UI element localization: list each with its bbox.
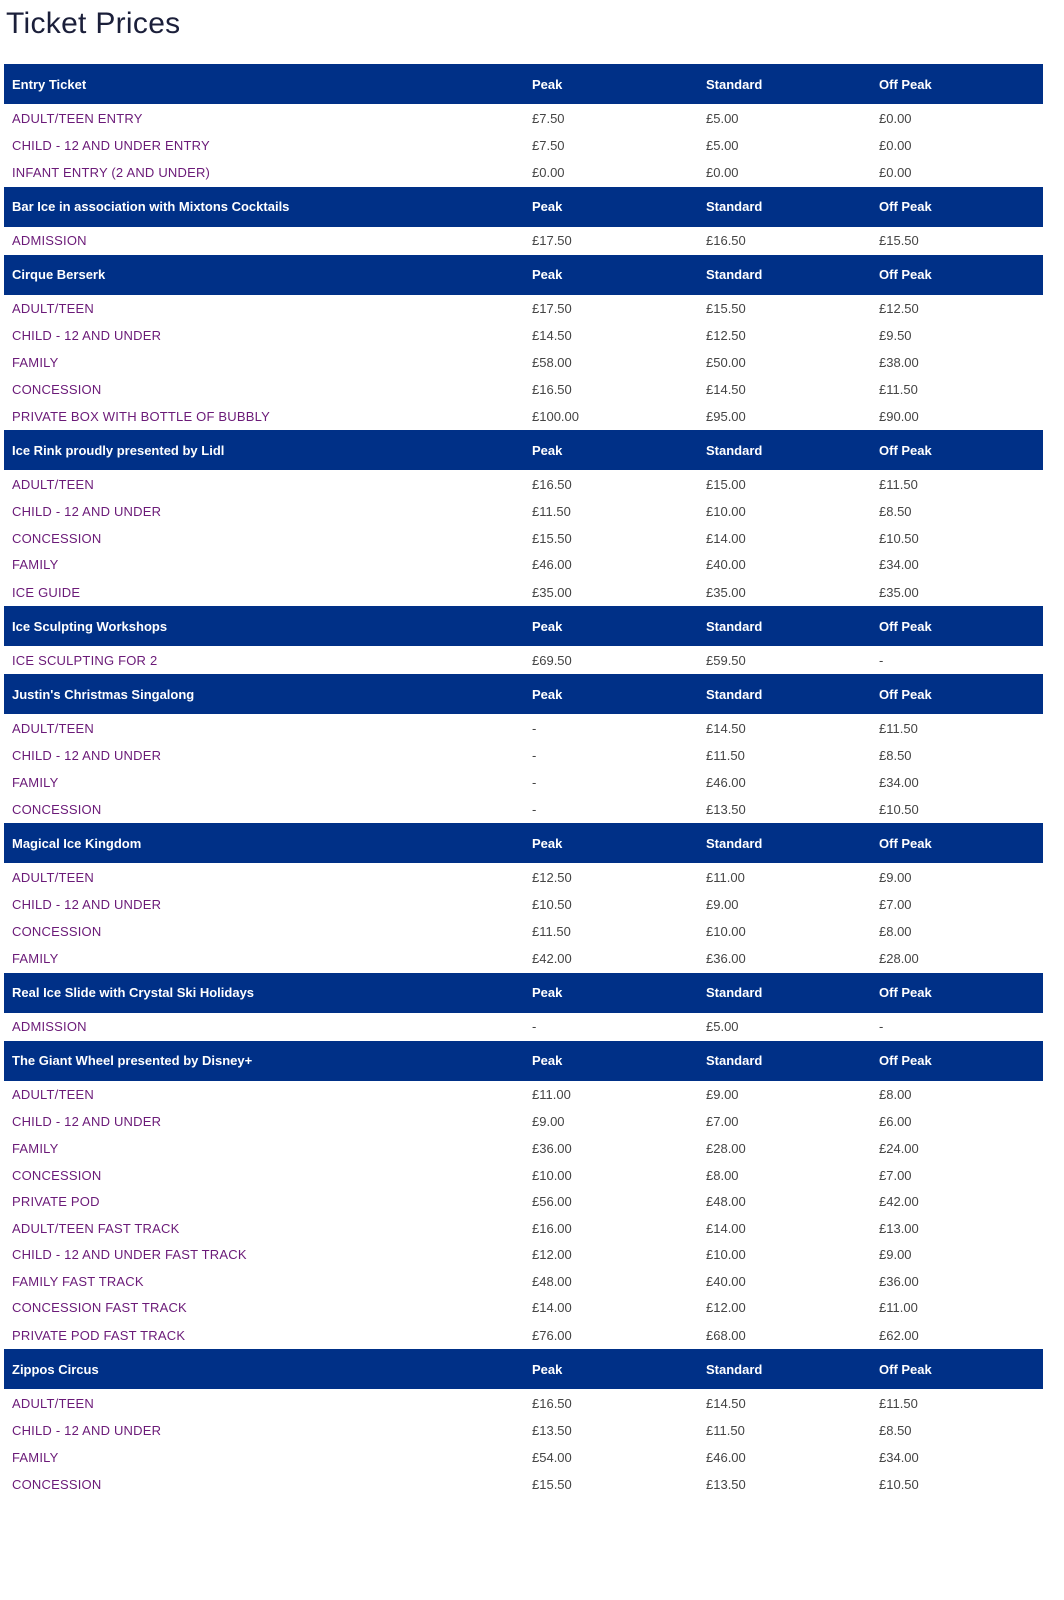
price-peak: £0.00	[532, 165, 565, 181]
column-header-peak: Peak	[532, 76, 563, 92]
table-row	[4, 498, 1043, 525]
price-peak: £42.00	[532, 951, 572, 967]
price-standard: £13.50	[706, 1476, 746, 1492]
table-row	[4, 1444, 1043, 1471]
price-peak: £35.00	[532, 584, 572, 600]
price-standard: £10.00	[706, 504, 746, 520]
price-off-peak: £11.50	[879, 476, 918, 492]
price-standard: £14.50	[706, 720, 746, 736]
column-header-standard: Standard	[706, 686, 763, 702]
price-standard: £15.50	[706, 301, 746, 317]
price-peak: £12.00	[532, 1247, 572, 1263]
section-header-the-giant-wheel-presented-by-disney	[4, 1041, 1043, 1081]
table-row	[4, 1215, 1043, 1242]
section-title: The Giant Wheel presented by Disney+	[12, 1053, 253, 1069]
price-off-peak: £34.00	[879, 774, 919, 790]
column-header-off-peak: Off Peak	[879, 76, 932, 92]
ticket-type-name: CHILD - 12 AND UNDER	[12, 1114, 162, 1130]
column-header-standard: Standard	[706, 618, 763, 634]
price-peak: £17.50	[532, 301, 572, 317]
ticket-type-name: CONCESSION	[12, 923, 102, 939]
price-off-peak: £12.50	[879, 301, 919, 317]
column-header-standard: Standard	[706, 76, 763, 92]
price-off-peak: £0.00	[879, 137, 912, 153]
price-peak: £16.50	[532, 476, 572, 492]
ticket-type-name: CONCESSION	[12, 381, 102, 397]
table-row	[4, 891, 1043, 918]
section-header-justin-s-christmas-singalong	[4, 674, 1043, 714]
price-peak: -	[532, 1019, 537, 1035]
price-peak: £7.50	[532, 137, 565, 153]
section-title: Justin's Christmas Singalong	[12, 686, 195, 702]
ticket-type-name: PRIVATE BOX WITH BOTTLE OF BUBBLY	[12, 408, 270, 424]
table-row	[4, 552, 1043, 579]
table-row	[4, 1109, 1043, 1136]
section-title: Real Ice Slide with Crystal Ski Holidays	[12, 985, 255, 1001]
table-row	[4, 714, 1043, 742]
ticket-type-name: ICE GUIDE	[12, 584, 81, 600]
price-standard: £68.00	[706, 1327, 746, 1343]
column-header-off-peak: Off Peak	[879, 442, 932, 458]
price-off-peak: £9.50	[879, 328, 912, 344]
ticket-type-name: ADULT/TEEN ENTRY	[12, 110, 143, 126]
price-off-peak: £0.00	[879, 110, 912, 126]
price-standard: £0.00	[706, 165, 739, 181]
ticket-type-name: INFANT ENTRY (2 AND UNDER)	[12, 165, 211, 181]
ticket-type-name: FAMILY	[12, 557, 59, 573]
price-off-peak: £8.50	[879, 747, 912, 763]
price-standard: £14.00	[706, 530, 746, 546]
ticket-type-name: ADULT/TEEN	[12, 301, 94, 317]
price-standard: £10.00	[706, 1247, 746, 1263]
table-row	[4, 1188, 1043, 1215]
column-header-standard: Standard	[706, 442, 763, 458]
column-header-off-peak: Off Peak	[879, 1361, 932, 1377]
column-header-off-peak: Off Peak	[879, 835, 932, 851]
table-row	[4, 104, 1043, 132]
column-header-off-peak: Off Peak	[879, 1053, 932, 1069]
table-row	[4, 1295, 1043, 1322]
price-off-peak: £42.00	[879, 1194, 919, 1210]
column-header-peak: Peak	[532, 267, 563, 283]
section-title: Ice Sculpting Workshops	[12, 618, 168, 634]
price-standard: £9.00	[706, 897, 739, 913]
ticket-type-name: CONCESSION	[12, 1167, 102, 1183]
table-row	[4, 525, 1043, 552]
column-header-peak: Peak	[532, 199, 563, 215]
price-peak: £46.00	[532, 557, 572, 573]
price-peak: -	[532, 774, 537, 790]
price-peak: £36.00	[532, 1140, 572, 1156]
price-off-peak: £9.00	[879, 1247, 912, 1263]
price-peak: £76.00	[532, 1327, 572, 1343]
price-standard: £9.00	[706, 1087, 739, 1103]
price-off-peak: £7.00	[879, 897, 912, 913]
ticket-type-name: CHILD - 12 AND UNDER	[12, 747, 162, 763]
column-header-standard: Standard	[706, 267, 763, 283]
price-off-peak: £11.50	[879, 1395, 918, 1411]
table-row	[4, 1162, 1043, 1189]
price-off-peak: -	[879, 1019, 884, 1035]
price-standard: £10.00	[706, 923, 746, 939]
table-row	[4, 945, 1043, 973]
price-peak: £12.50	[532, 869, 572, 885]
price-standard: £11.00	[706, 869, 745, 885]
column-header-peak: Peak	[532, 1053, 563, 1069]
table-row	[4, 323, 1043, 350]
price-standard: £14.50	[706, 381, 746, 397]
price-standard: £59.50	[706, 652, 746, 668]
price-peak: £15.50	[532, 530, 572, 546]
price-standard: £16.50	[706, 233, 746, 249]
price-peak: £11.50	[532, 504, 571, 520]
table-row	[4, 132, 1043, 159]
price-off-peak: £8.50	[879, 504, 912, 520]
table-row	[4, 295, 1043, 323]
price-standard: £46.00	[706, 774, 746, 790]
price-peak: £9.00	[532, 1114, 565, 1130]
price-peak: -	[532, 801, 537, 817]
section-header-zippos-circus	[4, 1349, 1043, 1389]
ticket-type-name: PRIVATE POD	[12, 1194, 100, 1210]
section-title: Ice Rink proudly presented by Lidl	[12, 442, 225, 458]
table-row	[4, 578, 1043, 606]
table-row	[4, 769, 1043, 796]
table-row	[4, 646, 1043, 674]
price-off-peak: £8.00	[879, 923, 912, 939]
section-header-bar-ice-in-association-with-mixtons-cocktails	[4, 187, 1043, 227]
column-header-off-peak: Off Peak	[879, 985, 932, 1001]
ticket-type-name: ADULT/TEEN	[12, 869, 94, 885]
table-row	[4, 742, 1043, 769]
price-peak: £56.00	[532, 1194, 572, 1210]
section-header-real-ice-slide-with-crystal-ski-holidays	[4, 973, 1043, 1013]
price-off-peak: £11.50	[879, 720, 918, 736]
ticket-type-name: ADULT/TEEN	[12, 476, 94, 492]
price-peak: £17.50	[532, 233, 572, 249]
price-standard: £11.50	[706, 747, 745, 763]
price-standard: £5.00	[706, 110, 739, 126]
price-peak: -	[532, 747, 537, 763]
price-standard: £35.00	[706, 584, 746, 600]
price-standard: £13.50	[706, 801, 746, 817]
price-standard: £40.00	[706, 1273, 746, 1289]
price-peak: £16.00	[532, 1220, 572, 1236]
column-header-standard: Standard	[706, 199, 763, 215]
section-title: Bar Ice in association with Mixtons Cocktails	[12, 199, 290, 215]
section-header-cirque-berserk	[4, 255, 1043, 295]
column-header-peak: Peak	[532, 1361, 563, 1377]
column-header-off-peak: Off Peak	[879, 199, 932, 215]
section-header-ice-rink-proudly-presented-by-lidl	[4, 430, 1043, 470]
price-off-peak: £35.00	[879, 584, 919, 600]
ticket-type-name: CHILD - 12 AND UNDER FAST TRACK	[12, 1247, 247, 1263]
ticket-type-name: CHILD - 12 AND UNDER	[12, 328, 162, 344]
price-standard: £14.50	[706, 1395, 746, 1411]
column-header-standard: Standard	[706, 985, 763, 1001]
ticket-type-name: CHILD - 12 AND UNDER ENTRY	[12, 137, 210, 153]
ticket-type-name: ADULT/TEEN	[12, 720, 94, 736]
price-peak: £11.50	[532, 923, 571, 939]
price-off-peak: £13.00	[879, 1220, 919, 1236]
table-row	[4, 159, 1043, 187]
price-standard: £12.50	[706, 328, 746, 344]
column-header-peak: Peak	[532, 618, 563, 634]
ticket-type-name: ADULT/TEEN	[12, 1087, 94, 1103]
table-row	[4, 376, 1043, 403]
ticket-type-name: CHILD - 12 AND UNDER	[12, 1423, 162, 1439]
table-row	[4, 349, 1043, 376]
column-header-standard: Standard	[706, 1053, 763, 1069]
ticket-type-name: FAMILY	[12, 774, 59, 790]
table-row	[4, 227, 1043, 255]
section-title: Magical Ice Kingdom	[12, 835, 142, 851]
ticket-type-name: CONCESSION	[12, 1476, 102, 1492]
price-standard: £8.00	[706, 1167, 739, 1183]
price-standard: £95.00	[706, 408, 746, 424]
table-row	[4, 470, 1043, 498]
table-row	[4, 1135, 1043, 1162]
table-row	[4, 1268, 1043, 1295]
price-off-peak: £0.00	[879, 165, 912, 181]
price-standard: £12.00	[706, 1300, 746, 1316]
price-off-peak: £24.00	[879, 1140, 919, 1156]
ticket-type-name: CONCESSION FAST TRACK	[12, 1300, 187, 1316]
price-standard: £28.00	[706, 1140, 746, 1156]
column-header-peak: Peak	[532, 985, 563, 1001]
price-peak: £16.50	[532, 1395, 572, 1411]
table-row	[4, 1242, 1043, 1269]
ticket-type-name: FAMILY	[12, 1140, 59, 1156]
ticket-type-name: FAMILY FAST TRACK	[12, 1273, 144, 1289]
ticket-type-name: ADULT/TEEN	[12, 1395, 94, 1411]
ticket-type-name: PRIVATE POD FAST TRACK	[12, 1327, 186, 1343]
price-peak: £7.50	[532, 110, 565, 126]
price-off-peak: -	[879, 652, 884, 668]
price-peak: £100.00	[532, 408, 579, 424]
price-peak: £11.00	[532, 1087, 571, 1103]
column-header-peak: Peak	[532, 442, 563, 458]
price-off-peak: £9.00	[879, 869, 912, 885]
price-standard: £5.00	[706, 1019, 739, 1035]
price-peak: £48.00	[532, 1273, 572, 1289]
table-row	[4, 1013, 1043, 1041]
column-header-off-peak: Off Peak	[879, 267, 932, 283]
column-header-peak: Peak	[532, 686, 563, 702]
price-standard: £48.00	[706, 1194, 746, 1210]
column-header-standard: Standard	[706, 835, 763, 851]
price-off-peak: £62.00	[879, 1327, 919, 1343]
table-row	[4, 795, 1043, 823]
section-title: Entry Ticket	[12, 76, 87, 92]
ticket-type-name: ADMISSION	[12, 1019, 87, 1035]
price-standard: £46.00	[706, 1449, 746, 1465]
price-peak: -	[532, 720, 537, 736]
ticket-type-name: CONCESSION	[12, 530, 102, 546]
price-peak: £54.00	[532, 1449, 572, 1465]
price-off-peak: £34.00	[879, 557, 919, 573]
price-off-peak: £10.50	[879, 530, 919, 546]
price-standard: £50.00	[706, 354, 746, 370]
ticket-type-name: ADMISSION	[12, 233, 87, 249]
table-row	[4, 1389, 1043, 1417]
price-off-peak: £6.00	[879, 1114, 912, 1130]
price-off-peak: £10.50	[879, 1476, 919, 1492]
ticket-type-name: CONCESSION	[12, 801, 102, 817]
price-off-peak: £34.00	[879, 1449, 919, 1465]
ticket-price-table	[4, 64, 1043, 1498]
section-header-magical-ice-kingdom	[4, 823, 1043, 863]
price-peak: £13.50	[532, 1423, 572, 1439]
ticket-type-name: ADULT/TEEN FAST TRACK	[12, 1220, 180, 1236]
price-off-peak: £11.00	[879, 1300, 918, 1316]
price-standard: £36.00	[706, 951, 746, 967]
column-header-peak: Peak	[532, 835, 563, 851]
price-standard: £7.00	[706, 1114, 739, 1130]
price-standard: £11.50	[706, 1423, 745, 1439]
ticket-type-name: ICE SCULPTING FOR 2	[12, 652, 158, 668]
price-peak: £15.50	[532, 1476, 572, 1492]
ticket-price-table-body	[4, 64, 1043, 1498]
price-standard: £40.00	[706, 557, 746, 573]
ticket-type-name: FAMILY	[12, 951, 59, 967]
section-title: Zippos Circus	[12, 1361, 99, 1377]
table-row	[4, 1417, 1043, 1444]
column-header-standard: Standard	[706, 1361, 763, 1377]
table-row	[4, 1470, 1043, 1498]
price-off-peak: £8.50	[879, 1423, 912, 1439]
price-off-peak: £11.50	[879, 381, 918, 397]
price-peak: £16.50	[532, 381, 572, 397]
price-off-peak: £7.00	[879, 1167, 912, 1183]
price-off-peak: £8.00	[879, 1087, 912, 1103]
section-title: Cirque Berserk	[12, 267, 106, 283]
ticket-type-name: CHILD - 12 AND UNDER	[12, 897, 162, 913]
table-row	[4, 918, 1043, 945]
price-off-peak: £36.00	[879, 1273, 919, 1289]
price-off-peak: £38.00	[879, 354, 919, 370]
table-row	[4, 402, 1043, 430]
page-title: Ticket Prices	[6, 7, 181, 40]
table-row	[4, 1081, 1043, 1109]
price-peak: £10.00	[532, 1167, 572, 1183]
ticket-type-name: FAMILY	[12, 354, 59, 370]
price-peak: £69.50	[532, 652, 572, 668]
ticket-type-name: FAMILY	[12, 1449, 59, 1465]
price-standard: £5.00	[706, 137, 739, 153]
price-off-peak: £28.00	[879, 951, 919, 967]
price-off-peak: £10.50	[879, 801, 919, 817]
section-header-entry-ticket	[4, 64, 1043, 104]
price-off-peak: £90.00	[879, 408, 919, 424]
table-row	[4, 1321, 1043, 1349]
column-header-off-peak: Off Peak	[879, 686, 932, 702]
price-peak: £10.50	[532, 897, 572, 913]
column-header-off-peak: Off Peak	[879, 618, 932, 634]
table-row	[4, 863, 1043, 891]
price-peak: £58.00	[532, 354, 572, 370]
ticket-type-name: CHILD - 12 AND UNDER	[12, 504, 162, 520]
price-off-peak: £15.50	[879, 233, 919, 249]
price-peak: £14.50	[532, 328, 572, 344]
price-standard: £15.00	[706, 476, 746, 492]
section-header-ice-sculpting-workshops	[4, 606, 1043, 646]
price-standard: £14.00	[706, 1220, 746, 1236]
price-peak: £14.00	[532, 1300, 572, 1316]
